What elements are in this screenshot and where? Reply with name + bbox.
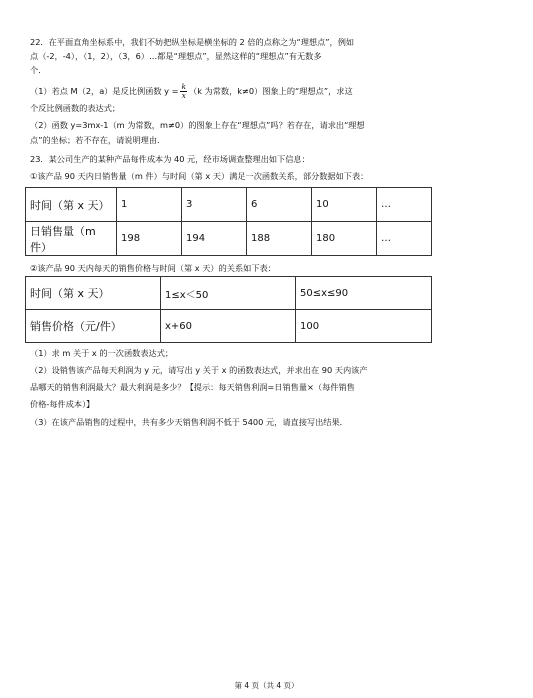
q23-part3: （3）在该产品销售的过程中，共有多少天销售利润不低于 5400 元，请直接写出结果． [30,417,348,427]
table-cell: 1≤x＜50 [161,277,296,310]
sales-price-table [25,276,432,343]
table-cell: 时间（第 x 天） [26,188,117,222]
table-cell: 180 [312,222,377,256]
fraction-k-over-x [180,83,187,100]
table-cell: 194 [182,222,247,256]
page-footer: 第 4 页（共 4 页） [234,681,299,690]
table-cell: 100 [296,310,432,343]
table-cell: … [377,222,432,256]
q23-part2-line-3: 价格-每件成本）】 [30,399,95,409]
table-row [26,277,432,310]
table-cell: 6 [247,188,312,222]
q22-part1-end: （k 为常数，k≠0）图象上的“理想点”，求这 [189,86,353,96]
fraction-denominator: x [181,91,186,100]
fraction-numerator: k [181,82,186,91]
q22-part1-start: （1）若点 M（2，a）是反比例函数 y = [30,86,179,96]
q22-part2-line-1: （2）函数 y=3mx-1（m 为常数，m≠0）的图象上存在“理想点”吗？若存在，请求出“理想 [30,120,365,130]
q23-text-line-1: 23．某公司生产的某种产品每件成本为 40 元，经市场调查整理出如下信息： [30,154,310,164]
sales-volume-table [25,187,432,256]
table-cell: 188 [247,222,312,256]
table-cell: 10 [312,188,377,222]
q22-part1-line [30,83,353,100]
q22-part1-line-2: 个反比例函数的表达式； [30,103,121,113]
q23-info-1: ①该产品 90 天内日销售量（m 件）与时间（第 x 天）满足一次函数关系，部分数据如下表： [30,171,369,181]
table-cell: 日销售量（m件） [26,222,117,256]
q22-part2-line-2: 点”的坐标；若不存在，请说明理由． [30,135,166,145]
table-row [26,188,432,222]
table-row [26,222,432,256]
q23-info-2: ②该产品 90 天内每天的销售价格与时间（第 x 天）的关系如下表： [30,263,276,273]
table-cell: x+60 [161,310,296,343]
table-cell: 销售价格（元/件） [26,310,161,343]
q23-part2-line-1: （2）设销售该产品每天利润为 y 元，请写出 y 关于 x 的函数表达式，并求出在 90 天内该产 [30,365,368,375]
table-cell: 3 [182,188,247,222]
table-cell: … [377,188,432,222]
table-cell: 50≤x≤90 [296,277,432,310]
q22-text-line-1: 22．在平面直角坐标系中，我们不妨把纵坐标是横坐标的 2 倍的点称之为“理想点”，例如 [30,37,355,47]
table-cell: 198 [117,222,182,256]
table-cell: 时间（第 x 天） [26,277,161,310]
table-row [26,310,432,343]
q22-text-line-2: 点（-2，-4），（1，2），（3，6）…都是“理想点”，显然这样的“理想点”有无数多 [30,51,322,61]
q23-part2-line-2: 品哪天的销售利润最大？最大利润是多少？【提示：每天销售利润=日销售量×（每件销售 [30,382,355,392]
table-cell: 1 [117,188,182,222]
q22-text-line-3: 个． [30,65,47,75]
q23-part1: （1）求 m 关于 x 的一次函数表达式； [30,348,174,358]
